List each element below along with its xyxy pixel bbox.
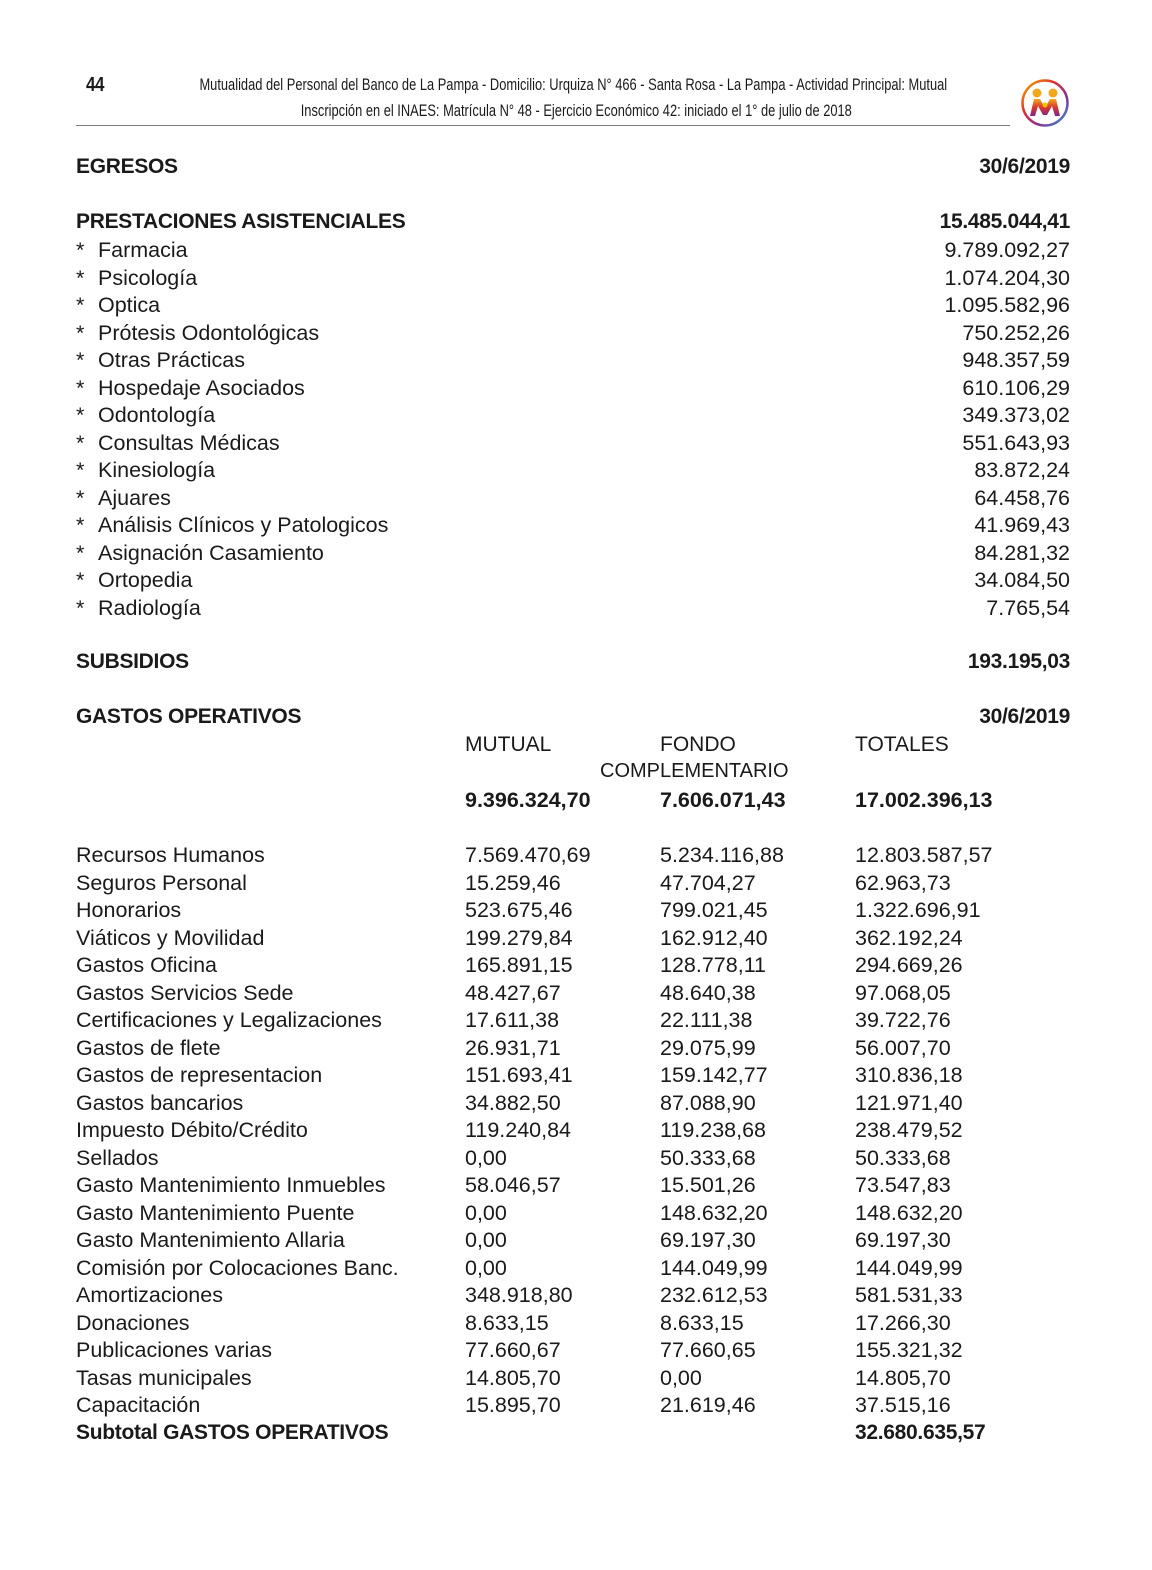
cell-total: 50.333,68: [855, 1145, 951, 1170]
cell-fondo: 47.704,27: [660, 870, 756, 895]
prestacion-label: Kinesiología: [98, 458, 216, 482]
row-label: Sellados: [76, 1145, 159, 1170]
prestacion-label: Optica: [98, 293, 161, 317]
header-rule: [76, 125, 1010, 126]
cell-mutual: 15.259,46: [465, 870, 561, 895]
cell-fondo: 232.612,53: [660, 1283, 768, 1307]
row-label: Gasto Mantenimiento Inmuebles: [76, 1173, 386, 1197]
prestacion-label: Hospedaje Asociados: [98, 375, 305, 400]
prestacion-label: Prótesis Odontológicas: [98, 320, 320, 345]
cell-fondo: 50.333,68: [660, 1145, 756, 1170]
prestacion-label: Psicología: [98, 265, 198, 290]
bullet-asterisk: *: [76, 348, 85, 372]
prestacion-label: Radiología: [98, 595, 201, 620]
cell-total: 155.321,32: [855, 1338, 963, 1362]
column-total-totales: 17.002.396,13: [855, 788, 993, 812]
bullet-asterisk: *: [76, 265, 85, 290]
row-label: Honorarios: [76, 898, 182, 922]
cell-fondo: 69.197,30: [660, 1228, 756, 1252]
prestacion-value: 948.357,59: [962, 348, 1070, 372]
egresos-title: EGRESOS: [76, 155, 178, 178]
bullet-asterisk: *: [76, 513, 85, 537]
subtotal-value: 32.680.635,57: [855, 1421, 986, 1444]
prestacion-label: Asignación Casamiento: [98, 540, 324, 565]
row-label: Publicaciones varias: [76, 1338, 272, 1362]
subsidios-title: SUBSIDIOS: [76, 650, 189, 673]
cell-mutual: 523.675,46: [465, 898, 573, 922]
prestacion-label: Ajuares: [98, 485, 171, 510]
row-label: Donaciones: [76, 1310, 190, 1335]
cell-total: 310.836,18: [855, 1063, 963, 1087]
cell-mutual: 17.611,38: [465, 1008, 560, 1032]
subsidios-total: 193.195,03: [967, 650, 1070, 673]
cell-fondo: 15.501,26: [660, 1173, 756, 1197]
prestacion-value: 83.872,24: [974, 458, 1070, 482]
row-label: Tasas municipales: [76, 1365, 252, 1390]
prestacion-value: 84.281,32: [974, 540, 1070, 565]
prestacion-value: 551.643,93: [962, 430, 1070, 455]
prestacion-label: Otras Prácticas: [98, 348, 245, 372]
prestacion-value: 610.106,29: [962, 375, 1070, 400]
prestacion-value: 750.252,26: [962, 320, 1070, 345]
cell-mutual: 151.693,41: [465, 1063, 573, 1087]
prestacion-value: 9.789.092,27: [944, 238, 1070, 262]
cell-fondo: 0,00: [660, 1365, 702, 1390]
prestacion-label: Ortopedia: [98, 568, 193, 592]
cell-mutual: 48.427,67: [465, 980, 561, 1005]
column-header-fondo-line2: COMPLEMENTARIO: [600, 760, 789, 782]
cell-mutual: 26.931,71: [465, 1035, 561, 1060]
cell-fondo: 22.111,38: [660, 1008, 753, 1032]
cell-total: 17.266,30: [855, 1310, 951, 1335]
bullet-asterisk: *: [76, 238, 85, 262]
cell-mutual: 348.918,80: [465, 1283, 573, 1307]
bullet-asterisk: *: [76, 403, 85, 427]
bullet-asterisk: *: [76, 595, 85, 620]
cell-total: 121.971,40: [855, 1090, 963, 1115]
cell-total: 73.547,83: [855, 1173, 951, 1197]
prestacion-value: 7.765,54: [986, 595, 1070, 620]
cell-total: 581.531,33: [855, 1283, 963, 1307]
cell-total: 69.197,30: [855, 1228, 951, 1252]
prestacion-label: Consultas Médicas: [98, 430, 280, 455]
cell-mutual: 14.805,70: [465, 1365, 561, 1390]
cell-mutual: 77.660,67: [465, 1338, 561, 1362]
column-header-mutual: MUTUAL: [465, 733, 552, 756]
bullet-asterisk: *: [76, 320, 85, 345]
mutual-logo-icon: [1020, 78, 1070, 128]
prestacion-value: 34.084,50: [974, 568, 1070, 592]
prestacion-label: Farmacia: [98, 238, 188, 262]
header-line-2: [0, 102, 1152, 121]
bullet-asterisk: *: [76, 458, 85, 482]
prestacion-label: Odontología: [98, 403, 216, 427]
prestacion-value: 349.373,02: [962, 403, 1070, 427]
prestacion-value: 64.458,76: [974, 485, 1070, 510]
row-label: Comisión por Colocaciones Banc.: [76, 1255, 399, 1280]
cell-total: 362.192,24: [855, 925, 963, 950]
cell-fondo: 87.088,90: [660, 1090, 756, 1115]
cell-mutual: 0,00: [465, 1145, 507, 1170]
header-line-1-text: Mutualidad del Personal del Banco de La Pampa - Domicilio: Urquiza N° 466 - Santa Rosa - La Pampa - Actividad Principal: Mutual: [199, 76, 947, 94]
cell-fondo: 77.660,65: [660, 1338, 756, 1362]
cell-mutual: 34.882,50: [465, 1090, 561, 1115]
row-label: Gastos de flete: [76, 1035, 221, 1060]
column-total-mutual: 9.396.324,70: [465, 788, 591, 812]
cell-total: 238.479,52: [855, 1118, 963, 1142]
cell-total: 97.068,05: [855, 980, 951, 1005]
cell-fondo: 8.633,15: [660, 1310, 744, 1335]
bullet-asterisk: *: [76, 430, 85, 455]
row-label: Certificaciones y Legalizaciones: [76, 1008, 382, 1032]
cell-total: 14.805,70: [855, 1365, 951, 1390]
bullet-asterisk: *: [76, 375, 85, 400]
bullet-asterisk: *: [76, 293, 85, 317]
cell-mutual: 7.569.470,69: [465, 843, 591, 867]
cell-mutual: 0,00: [465, 1255, 507, 1280]
prestaciones-total: 15.485.044,41: [939, 210, 1070, 233]
row-label: Impuesto Débito/Crédito: [76, 1118, 308, 1142]
cell-mutual: 58.046,57: [465, 1173, 561, 1197]
column-header-totales: TOTALES: [855, 733, 949, 756]
cell-mutual: 8.633,15: [465, 1310, 549, 1335]
bullet-asterisk: *: [76, 540, 85, 565]
cell-total: 39.722,76: [855, 1008, 951, 1032]
row-label: Gastos Servicios Sede: [76, 980, 294, 1005]
cell-total: 144.049,99: [855, 1255, 963, 1280]
row-label: Capacitación: [76, 1393, 201, 1417]
row-label: Gastos de representacion: [76, 1063, 323, 1087]
prestaciones-title: PRESTACIONES ASISTENCIALES: [76, 210, 406, 233]
cell-fondo: 128.778,11: [660, 953, 767, 977]
bullet-asterisk: *: [76, 485, 85, 510]
cell-mutual: 0,00: [465, 1200, 507, 1225]
cell-fondo: 48.640,38: [660, 980, 756, 1005]
prestacion-value: 1.095.582,96: [944, 293, 1070, 317]
cell-fondo: 5.234.116,88: [660, 843, 784, 867]
row-label: Gastos bancarios: [76, 1090, 244, 1115]
page-number: 44: [86, 74, 105, 96]
cell-mutual: 0,00: [465, 1228, 507, 1252]
bullet-asterisk: *: [76, 568, 85, 592]
cell-fondo: 799.021,45: [660, 898, 768, 922]
cell-total: 56.007,70: [855, 1035, 951, 1060]
cell-fondo: 21.619,46: [660, 1393, 756, 1417]
prestacion-label: Análisis Clínicos y Patologicos: [98, 513, 389, 537]
row-label: Gasto Mantenimiento Puente: [76, 1200, 355, 1225]
cell-fondo: 159.142,77: [660, 1063, 768, 1087]
row-label: Recursos Humanos: [76, 843, 265, 867]
cell-fondo: 29.075,99: [660, 1035, 756, 1060]
row-label: Gasto Mantenimiento Allaria: [76, 1228, 345, 1252]
row-label: Amortizaciones: [76, 1283, 223, 1307]
cell-mutual: 15.895,70: [465, 1393, 561, 1417]
cell-total: 1.322.696,91: [855, 898, 981, 922]
column-total-fondo: 7.606.071,43: [660, 788, 786, 812]
row-label: Seguros Personal: [76, 870, 247, 895]
cell-mutual: 199.279,84: [465, 925, 573, 950]
cell-mutual: 165.891,15: [465, 953, 573, 977]
header-line-1: [0, 76, 1149, 95]
row-label: Gastos Oficina: [76, 953, 217, 977]
gastos-title: GASTOS OPERATIVOS: [76, 705, 302, 728]
column-header-fondo: FONDO: [660, 733, 736, 756]
prestacion-value: 1.074.204,30: [944, 265, 1070, 290]
gastos-date: 30/6/2019: [979, 705, 1070, 728]
cell-fondo: 162.912,40: [660, 925, 768, 950]
header-line-2-text: Inscripción en el INAES: Matrícula N° 48 - Ejercicio Económico 42: iniciado el 1° de julio de 2018: [300, 102, 852, 120]
egresos-date: 30/6/2019: [979, 155, 1070, 178]
cell-fondo: 148.632,20: [660, 1200, 768, 1225]
cell-total: 148.632,20: [855, 1200, 963, 1225]
cell-total: 294.669,26: [855, 953, 963, 977]
cell-total: 12.803.587,57: [855, 843, 993, 867]
cell-fondo: 144.049,99: [660, 1255, 768, 1280]
cell-total: 37.515,16: [855, 1393, 951, 1417]
cell-fondo: 119.238,68: [660, 1118, 767, 1142]
cell-mutual: 119.240,84: [465, 1118, 572, 1142]
subtotal-label: Subtotal GASTOS OPERATIVOS: [76, 1421, 389, 1444]
prestacion-value: 41.969,43: [974, 513, 1070, 537]
row-label: Viáticos y Movilidad: [76, 925, 265, 950]
cell-total: 62.963,73: [855, 870, 951, 895]
